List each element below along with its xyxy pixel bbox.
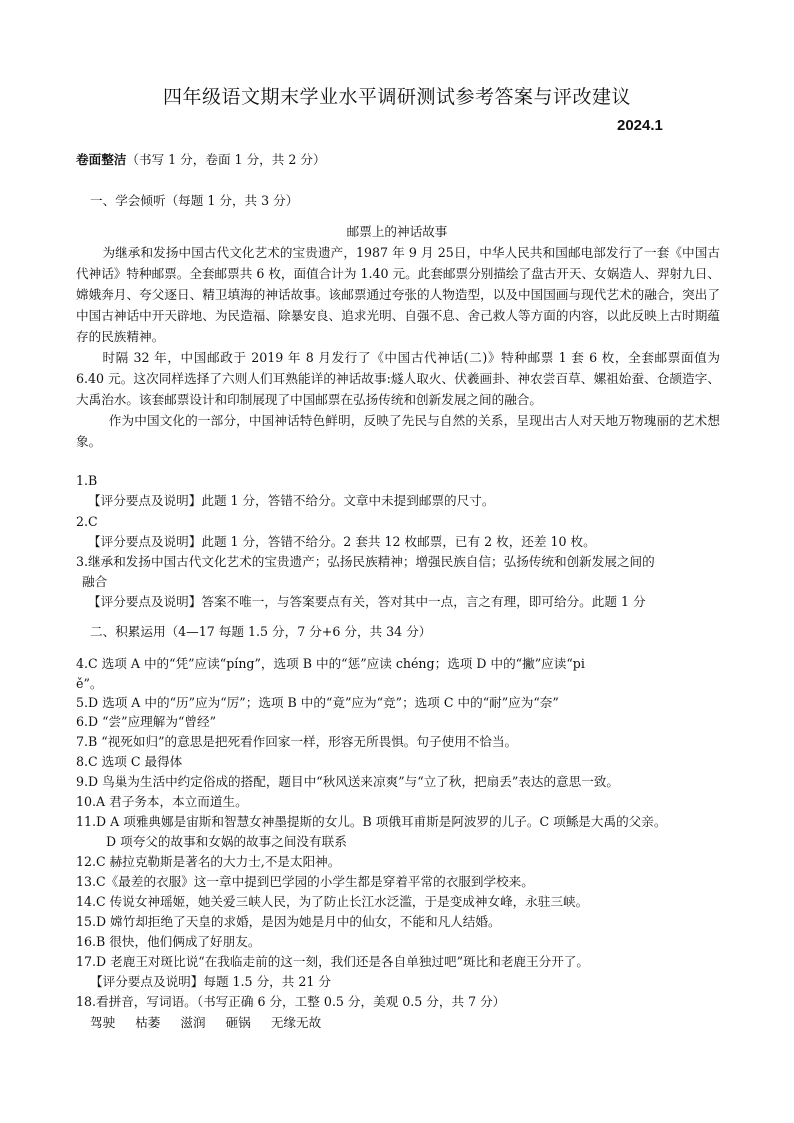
- answer-line: 13.C《最差的衣服》这一章中提到巴学园的小学生都是穿着平常的衣服到学校来。: [76, 874, 534, 889]
- answer-line: 16.B 很快，他们俩成了好朋友。: [76, 934, 261, 949]
- document-date: 2024.1: [617, 117, 663, 134]
- answer-line: 15.D 嫦竹却拒绝了天皇的求婚，是因为她是月中的仙女，不能和凡人结婚。: [76, 914, 501, 929]
- answer-line: 12.C 赫拉克勒斯是著名的大力士,不是太阳神。: [76, 854, 341, 869]
- scoring-note: 【评分要点及说明】答案不唯一，与答案要点有关，答对其中一点，言之有理，即可给分。此题 1 分: [88, 594, 646, 609]
- neatness-line: [76, 150, 726, 169]
- answer-line: 5.D 选项 A 中的“历”应为“厉”；选项 B 中的“竟”应为“竞”；选项 C 中的“耐”应为“奈”: [76, 695, 559, 710]
- answer-line: ě”。: [76, 676, 103, 691]
- scoring-note: 【评分要点及说明】此题 1 分，答错不给分。2 套共 12 枚邮票，已有 2 枚，还差 10 枚。: [88, 534, 596, 549]
- answer-line: 17.D 老鹿王对斑比说“在我临走前的这一刻，我们还是各自单独过吧”斑比和老鹿王分开了。: [76, 954, 589, 969]
- answer-line: 融合: [82, 574, 108, 589]
- passage-paragraph: 作为中国文化的一部分，中国神话特色鲜明，反映了先民与自然的关系，呈现出古人对天地万物瑰丽的艺术想象。: [76, 413, 720, 449]
- answer-line: 10.A 君子务本，本立而道生。: [76, 794, 248, 809]
- answer-line: 3.继承和发扬中国古代文化艺术的宝贵遗产；弘扬民族精神；增强民族自信；弘扬传统和创新发展之间的: [76, 554, 655, 569]
- passage-title: 邮票上的神话故事: [346, 224, 448, 239]
- answer-words: 驾驶 枯萎 滋润 砸锅 无缘无故: [90, 1015, 322, 1030]
- answer-line: 11.D A 项雅典娜是宙斯和智慧女神墨提斯的女儿。B 项俄耳甫斯是阿波罗的儿子。C 项鲧是大禹的父亲。: [76, 814, 667, 829]
- neatness-label: 卷面整洁: [76, 152, 127, 167]
- answer-line: D 项夸父的故事和女娲的故事之间没有联系: [106, 834, 347, 849]
- answer-line: 14.C 传说女神瑶姬，她关爱三峡人民，为了防止长江水泛滥，于是变成神女峰，永驻三峡。: [76, 894, 589, 909]
- answer-line: 4.C 选项 A 中的“凭”应读“píng”，选项 B 中的“惩”应读 chéng；选项 D 中的“撇”应读“pi: [76, 656, 585, 671]
- answer-line: 2.C: [76, 514, 98, 529]
- answer-line: 7.B “视死如归”的意思是把死看作回家一样，形容无所畏惧。句子使用不恰当。: [76, 734, 518, 749]
- answer-line: 6.D “尝”应理解为“曾经”: [76, 714, 217, 729]
- answer-line: 9.D 鸟巢为生活中约定俗成的搭配，题目中“秋风送来凉爽”与“立了秋，把扇丢”表达的意思一致。: [76, 774, 620, 789]
- section-heading-accumulation: 二、积累运用（4—17 每题 1.5 分，7 分+6 分，共 34 分）: [90, 624, 432, 639]
- answer-line: 8.C 选项 C 最得体: [76, 754, 183, 769]
- section-heading-listening: 一、学会倾听（每题 1 分，共 3 分）: [90, 193, 299, 208]
- document-title: 四年级语文期末学业水平调研测试参考答案与评改建议: [162, 86, 631, 108]
- passage-body: [76, 242, 720, 452]
- neatness-detail: （书写 1 分，卷面 1 分，共 2 分）: [126, 152, 326, 167]
- scoring-note: 【评分要点及说明】每题 1.5 分，共 21 分: [90, 974, 331, 989]
- scoring-note: 【评分要点及说明】此题 1 分，答错不给分。文章中未提到邮票的尺寸。: [88, 493, 495, 508]
- passage-paragraph: 为继承和发扬中国古代文化艺术的宝贵遗产，1987 年 9 月 25日，中华人民共和国邮电部发行了一套《中国古代神话》特种邮票。全套邮票共 6 枚，面值合计为 1.40 元。此套邮票分别描绘了盘古开天、女娲造人、羿射九日、嫦娥奔月、夸父逐日、精卫填海的神话故事。该邮票通过夸张的人物造型，以及中国国画与现代艺术的融合，突出了中国古神话中开天辟地、为民造福、除暴安良、追求光明、自强不息、舍己救人等方面的内容，以此反映上古时期蕴存的民族精神。: [76, 245, 720, 344]
- passage-paragraph: 时隔 32 年，中国邮政于 2019 年 8 月发行了《中国古代神话(二)》特种邮票 1 套 6 枚，全套邮票面值为 6.40 元。这次同样选择了六则人们耳熟能详的神话故事:燧人取火、伏羲画卦、神农尝百草、嫘祖始蚕、仓颉造字、大禹治水。该套邮票设计和印制展现了中国邮票在弘扬传统和创新发展之间的融合。: [76, 350, 720, 407]
- answer-line: 1.B: [76, 473, 98, 488]
- answer-line: 18.看拼音，写词语。（书写正确 6 分，工整 0.5 分，美观 0.5 分，共 7 分）: [76, 994, 506, 1009]
